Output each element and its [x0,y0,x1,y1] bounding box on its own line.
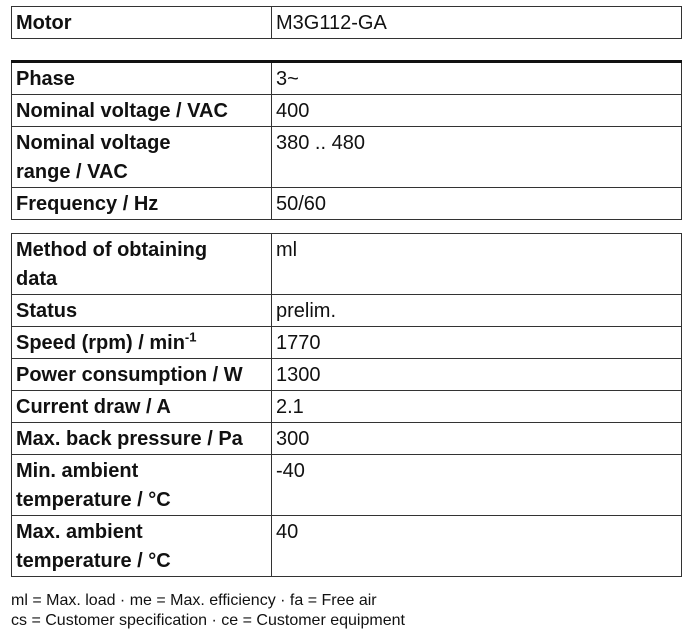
voltage-range-label-line2: range / VAC [16,161,128,183]
power-value: 1300 [272,359,682,391]
voltage-range-label [12,127,272,188]
method-value: ml [272,234,682,295]
table-row [12,95,682,127]
current-value: 2.1 [272,391,682,423]
table-row [12,295,682,327]
table-row [12,327,682,359]
table-row [12,188,682,220]
legend-line: ml = Max. load · me = Max. efficiency · fa = Free air [11,592,377,609]
performance-table [11,233,682,577]
method-label-line1: Method of obtaining [16,239,208,261]
spec-sheet [11,6,682,577]
table-row [12,62,682,95]
table-row [12,516,682,577]
speed-label [12,327,272,359]
table-row [12,7,682,39]
max-ambient-value: 40 [272,516,682,577]
table-row [12,234,682,295]
status-label: Status [12,295,272,327]
abbreviation-legend [11,591,405,631]
frequency-value: 50/60 [272,188,682,220]
min-ambient-label [12,455,272,516]
speed-label-exponent: -1 [184,329,197,345]
current-label: Current draw / A [12,391,272,423]
min-ambient-label-line1: Min. ambient [16,460,139,482]
status-value: prelim. [272,295,682,327]
table-row [12,391,682,423]
frequency-label: Frequency / Hz [12,188,272,220]
motor-table [11,6,682,39]
voltage-range-value: 380 .. 480 [272,127,682,188]
min-ambient-label-line2: temperature / °C [16,489,171,511]
phase-value: 3~ [272,62,682,95]
table-row [12,359,682,391]
electrical-table [11,60,682,220]
table-row [12,127,682,188]
max-ambient-label-line2: temperature / °C [16,550,171,572]
speed-label-text: Speed (rpm) / min [16,332,185,354]
table-gap [11,220,682,233]
max-ambient-label-line1: Max. ambient [16,521,143,543]
motor-label: Motor [12,7,272,39]
back-pressure-label: Max. back pressure / Pa [12,423,272,455]
method-label-line2: data [16,268,58,290]
nominal-voltage-value: 400 [272,95,682,127]
table-gap [11,39,682,60]
voltage-range-label-line1: Nominal voltage [16,132,171,154]
min-ambient-value: -40 [272,455,682,516]
table-row [12,423,682,455]
table-row [12,455,682,516]
phase-label: Phase [12,62,272,95]
legend-line: cs = Customer specification · ce = Customer equipment [11,612,405,629]
motor-value: M3G112-GA [272,7,682,39]
power-label: Power consumption / W [12,359,272,391]
nominal-voltage-label: Nominal voltage / VAC [12,95,272,127]
back-pressure-value: 300 [272,423,682,455]
method-label [12,234,272,295]
speed-value: 1770 [272,327,682,359]
max-ambient-label [12,516,272,577]
